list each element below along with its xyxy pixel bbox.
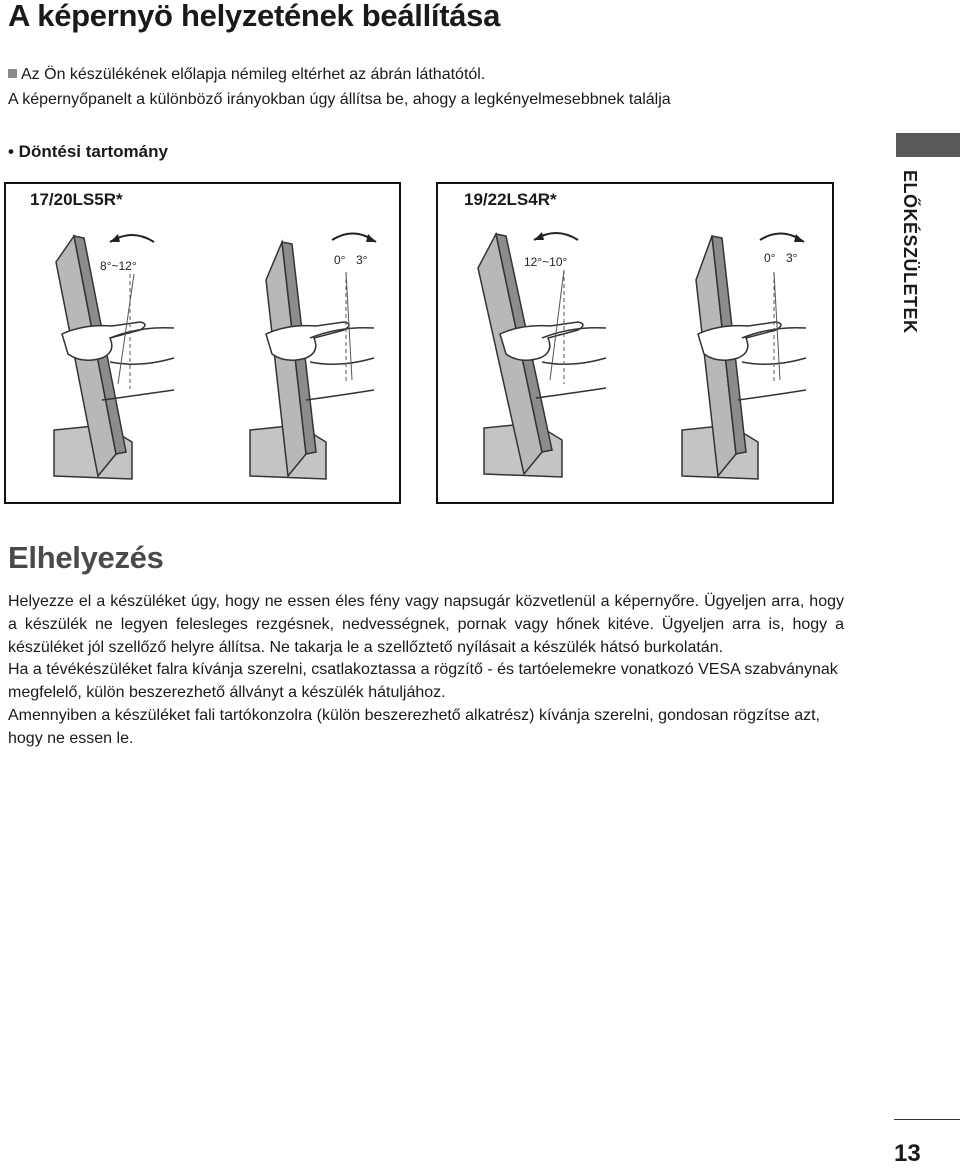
tilt-illustration [6,184,399,502]
monitor-figure-forward-tilt [682,233,806,479]
note-text: Az Ön készülékének előlapja némileg eltérhet az ábrán láthatótól. [21,66,486,83]
tilt-panel-19-22 [436,182,834,504]
page-number: 13 [894,1140,921,1167]
paragraph: Ha a tévékészüléket falra kívánja szerelni, csatlakoztassa a rögzítő - és tartóelemekre vonatkozó VESA szabványnak megfelelő, külön beszerezhető állványt a készülék hátuljához. [8,661,838,702]
section-tab-marker [896,133,960,157]
monitor-figure-forward-tilt [250,233,376,479]
tilt-range-heading: • Döntési tartomány [8,142,168,161]
footer-rule [894,1119,960,1120]
placement-body [8,591,844,751]
angle-label: 3° [356,253,368,267]
angle-label: 8°~12° [100,259,137,273]
note-product-variance [8,66,485,84]
paragraph: Helyezze el a készüléket úgy, hogy ne essen éles fény vagy napsugár közvetlenül a képernyőre. Ügyeljen arra, hogy a készülék ne legyen felesleges rezgésnek, nedvességnek, pornak vagy hőnek kitéve. Ügyeljen arra is, hogy a készüléket jól szellőző helyre állítsa. Ne takarja le a szellőztető nyílásait a készülék hátsó burkolatán. [8,593,844,656]
page-title: A képernyö helyzetének beállítása [8,0,501,33]
angle-label: 12°~10° [524,255,568,269]
tilt-illustration [438,184,832,502]
tilt-panel-17-20 [4,182,401,504]
model-label: 19/22LS4R* [464,190,557,209]
section-title: Elhelyezés [8,540,164,575]
angle-label: 0° [334,253,346,267]
angle-label: 3° [786,251,798,265]
angle-label: 0° [764,251,776,265]
paragraph: Amennyiben a készüléket fali tartókonzolra (külön beszerezhető alkatrész) kívánja szerelni, gondosan rögzítse azt, hogy ne essen le. [8,706,820,747]
side-section-label: ELŐKÉSZÜLETEK [900,170,920,334]
note-adjust-panel: A képernyőpanelt a különböző irányokban úgy állítsa be, ahogy a legkényelmesebbnek találja [8,91,671,108]
square-bullet-icon [8,69,17,78]
model-label: 17/20LS5R* [30,190,123,209]
